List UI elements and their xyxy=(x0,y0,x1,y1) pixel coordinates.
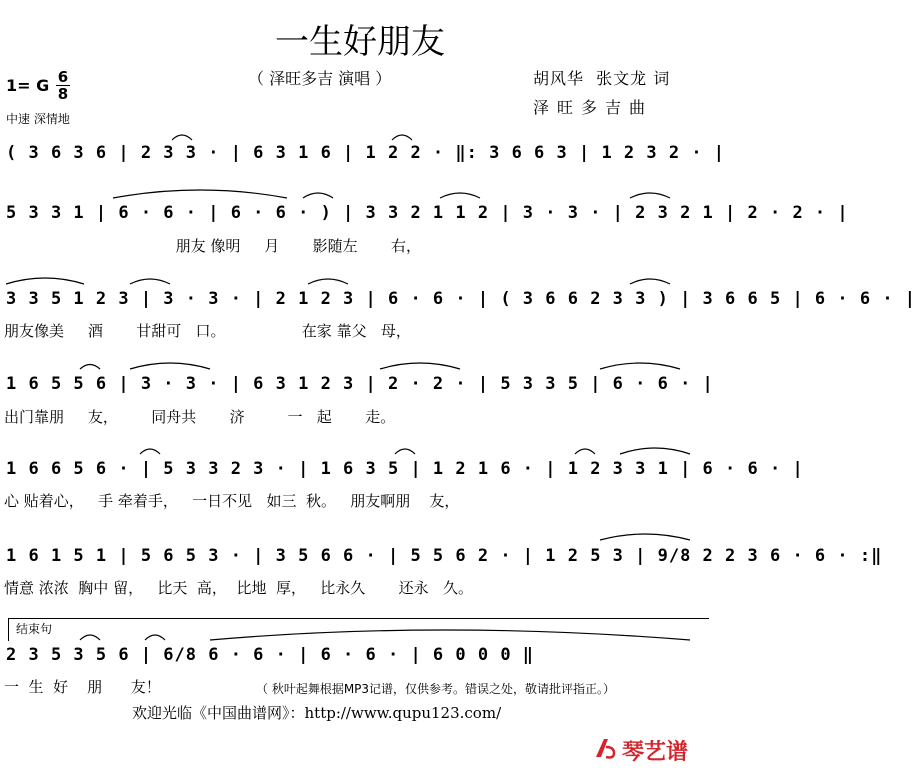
logo-text: 琴艺谱 xyxy=(622,740,689,765)
slur xyxy=(600,534,690,540)
site-logo xyxy=(592,733,712,765)
slur xyxy=(130,363,210,369)
lyricist-credit: 胡风华 张文龙 词 xyxy=(533,69,671,88)
ending-notation: 2 3 5 3 5 6 | 6/8 6 · 6 · | 6 · 6 · | 6 0 0 0 ‖ xyxy=(6,645,535,665)
slur xyxy=(600,363,680,369)
slur xyxy=(380,363,460,369)
lyrics-row-2: 朋友 像明 月 影随左 右， xyxy=(4,237,422,255)
slur xyxy=(308,279,348,284)
notation-row-5: 1 6 6 5 6 · | 5 3 3 2 3 · | 1 6 3 5 | 1 2 1 6 · | 1 2 3 3 1 | 6 · 6 · | xyxy=(6,459,804,479)
site-credit: 欢迎光临《中国曲谱网》：http://www.qupu123.com/ xyxy=(132,704,502,722)
key-signature: 1= G xyxy=(6,76,50,95)
composer-credit: 泽旺多吉曲 xyxy=(533,98,654,117)
ending-bracket xyxy=(8,618,709,641)
slur xyxy=(130,279,170,284)
transcriber-note: （ 秋叶起舞根据MP3记谱，仅供参考。错误之处，敬请批评指正。） xyxy=(256,682,616,696)
time-signature xyxy=(56,70,70,101)
song-title: 一生好朋友 xyxy=(275,22,445,62)
slur xyxy=(80,365,100,370)
slur xyxy=(113,190,287,198)
music-note-icon xyxy=(592,735,618,761)
lyrics-row-6: 情意 浓浓 胸中 留， 比天 高， 比地 厚， 比永久 还永 久。 xyxy=(4,579,473,597)
ending-lyrics: 一 生 好 朋 友！ xyxy=(4,678,161,696)
time-signature-bottom: 8 xyxy=(57,85,69,103)
slur xyxy=(630,279,670,284)
notation-row-1: ( 3 6 3 6 | 2 3 3 · | 6 3 1 6 | 1 2 2 · ‖: 3 6 6 3 | 1 2 3 2 · | xyxy=(6,143,726,163)
slur xyxy=(172,135,192,140)
lyrics-row-4: 出门靠朋 友， 同舟共 济 一 起 走。 xyxy=(4,408,396,426)
slur xyxy=(620,448,690,454)
slur xyxy=(6,278,84,284)
tempo-marking: 中速 深情地 xyxy=(6,112,70,126)
slur xyxy=(440,193,480,198)
singer-line: （ 泽旺多吉 演唱 ） xyxy=(248,69,392,88)
slur xyxy=(140,449,160,454)
lyrics-row-5: 心 贴着心， 手 牵着手， 一日不见 如三 秋。 朋友啊朋 友， xyxy=(4,492,460,510)
slur xyxy=(392,135,412,140)
notation-row-4: 1 6 5 5 6 | 3 · 3 · | 6 3 1 2 3 | 2 · 2 · | 5 3 3 5 | 6 · 6 · | xyxy=(6,374,714,394)
slur xyxy=(395,449,415,454)
notation-row-6: 1 6 1 5 1 | 5 6 5 3 · | 3 5 6 6 · | 5 5 6 2 · | 1 2 5 3 | 9/8 2 2 3 6 · 6 · :‖ xyxy=(6,546,883,566)
time-signature-top: 6 xyxy=(57,68,69,86)
notation-row-3: 3 3 5 1 2 3 | 3 · 3 · | 2 1 2 3 | 6 · 6 · | ( 3 6 6 2 3 3 ) | 3 6 6 5 | 6 · 6 · | xyxy=(6,289,916,309)
lyrics-row-3: 朋友像美 酒 甘甜可 口。 在家 靠父 母， xyxy=(4,322,411,340)
slur xyxy=(575,449,595,454)
notation-row-2: 5 3 3 1 | 6 · 6 · | 6 · 6 · ) | 3 3 2 1 1 2 | 3 · 3 · | 2 3 2 1 | 2 · 2 · | xyxy=(6,203,849,223)
slur xyxy=(303,193,333,198)
slur xyxy=(630,193,670,198)
ending-label: 结束句 xyxy=(16,622,53,636)
